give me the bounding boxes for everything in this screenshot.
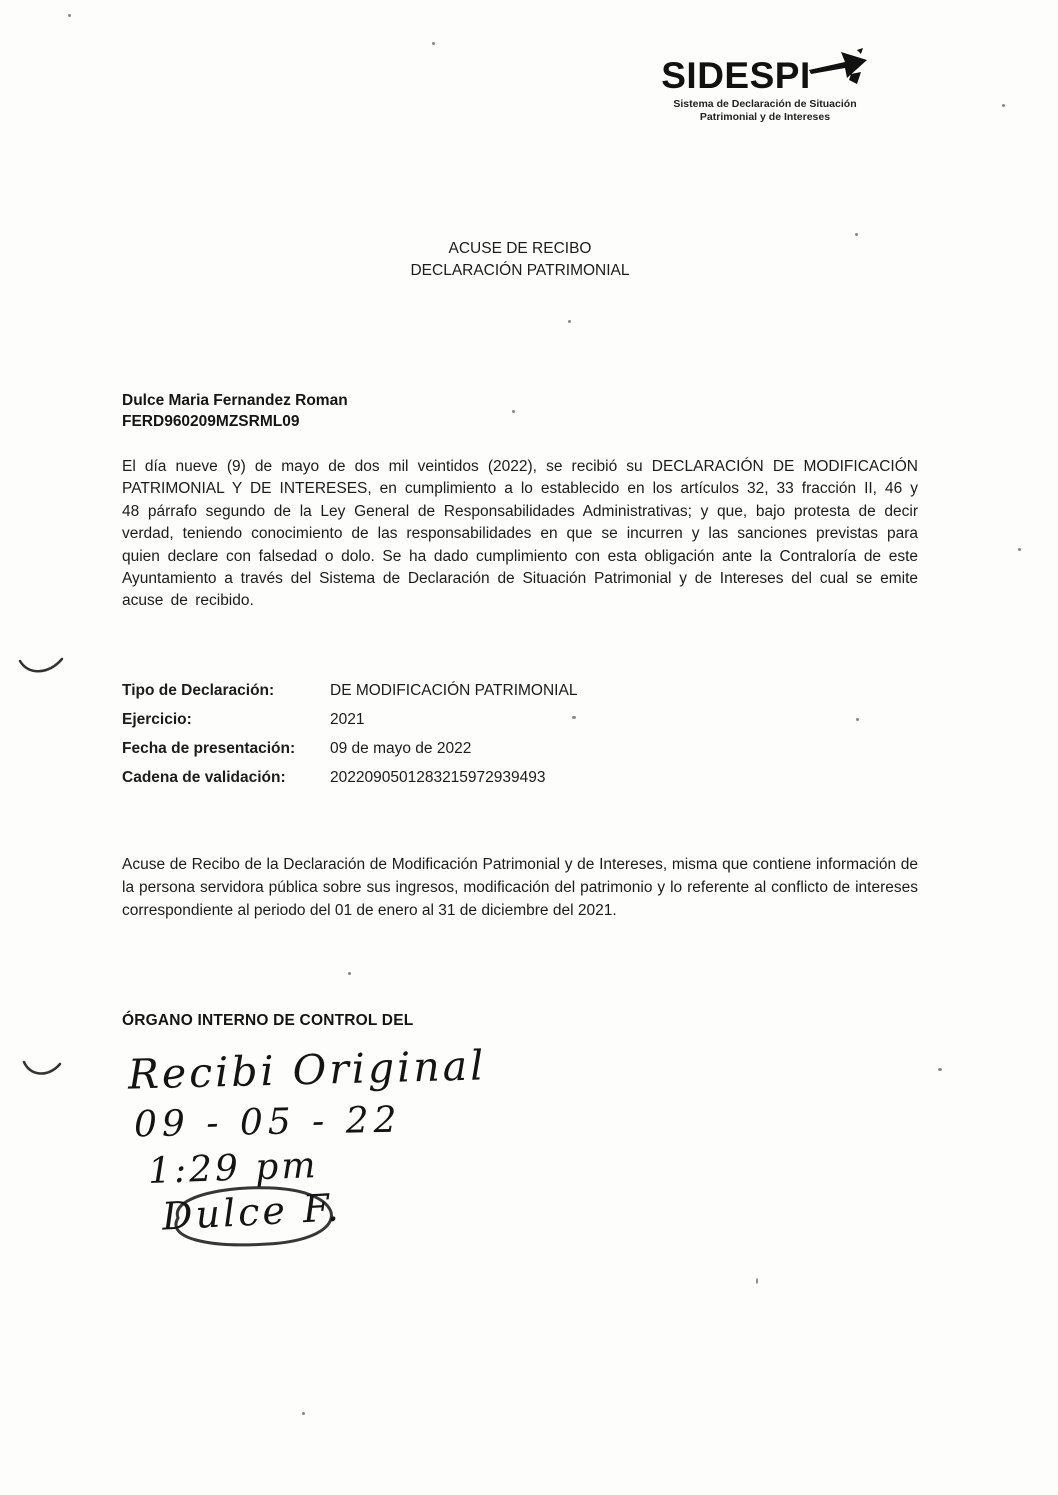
field-row-tipo	[122, 681, 577, 700]
sidespi-tagline-line1: Sistema de Declaración de Situación	[673, 98, 857, 110]
scan-speck	[938, 1068, 942, 1071]
scan-speck	[1018, 548, 1021, 551]
field-label-cadena: Cadena de validación:	[122, 769, 286, 786]
field-value-tipo: DE MODIFICACIÓN PATRIMONIAL	[330, 682, 578, 699]
scan-curl-mark	[22, 1058, 62, 1085]
field-value-cadena: 2022090501283215972939493	[330, 769, 546, 786]
scan-speck	[856, 718, 859, 721]
field-label-fecha: Fecha de presentación:	[122, 740, 296, 757]
body-paragraph: El día nueve (9) de mayo de dos mil veintidos (2022), se recibió su DECLARACIÓN DE MODIFICACIÓN PATRIMONIAL Y DE INTERESES, en cumplimiento a lo establecido en los artículos 32, 33 fracción II, 46 y 48 párrafo segundo de la Ley General de Responsabilidades Administrativas; y que, bajo protesta de decir verdad, teniendo conocimiento de las responsabilidades en que se incurren y las sanciones previstas para quien declare con falsedad o dolo. Se ha dado cumplimiento con esta obligación ante la Contraloría de este Ayuntamiento a través del Sistema de Declaración de Situación Patrimonial y de Intereses del cual se emite acuse de recibido.	[122, 458, 918, 610]
scan-speck	[348, 972, 351, 975]
scan-speck	[568, 320, 571, 323]
recipient-id: FERD960209MZSRML09	[122, 413, 300, 430]
field-value-ejercicio: 2021	[330, 711, 365, 728]
scan-curl-mark	[18, 655, 64, 682]
sidespi-logo	[645, 56, 885, 124]
field-label-tipo: Tipo de Declaración:	[122, 682, 275, 699]
recipient-name: Dulce Maria Fernandez Roman	[122, 392, 348, 409]
scan-speck	[512, 410, 515, 413]
field-row-cadena	[122, 768, 577, 787]
sidespi-wordmark: SIDESPI	[661, 55, 811, 96]
document-title-line2: DECLARACIÓN PATRIMONIAL	[410, 262, 630, 279]
office-heading: ÓRGANO INTERNO DE CONTROL DEL	[122, 1012, 414, 1029]
field-value-fecha: 09 de mayo de 2022	[330, 740, 472, 757]
scan-speck	[68, 14, 71, 17]
recipient-block	[122, 390, 348, 432]
handwritten-date: 09 - 05 - 22	[133, 1099, 402, 1146]
scan-speck	[1002, 104, 1005, 107]
handwritten-signature: Dulce F.	[160, 1185, 343, 1239]
sidespi-logo-row	[645, 56, 885, 96]
handwritten-receipt-note: Recibi Original	[127, 1041, 487, 1099]
scan-speck	[302, 1412, 305, 1415]
document-title	[0, 238, 1040, 282]
scan-speck	[572, 716, 576, 719]
field-row-fecha	[122, 739, 577, 758]
document-title-line1: ACUSE DE RECIBO	[448, 240, 592, 257]
scan-speck	[756, 1278, 758, 1284]
declaration-fields	[122, 681, 577, 797]
scan-speck	[855, 233, 858, 236]
sidespi-arrow-icon	[807, 44, 869, 95]
closing-paragraph: Acuse de Recibo de la Declaración de Modificación Patrimonial y de Intereses, misma que contiene información de la persona servidora pública sobre sus ingresos, modificación del patrimonio y lo referente al conflicto de intereses correspondiente al periodo del 01 de enero al 31 de diciembre del 2021.	[122, 856, 918, 919]
handwritten-time: 1:29 pm	[147, 1145, 320, 1192]
field-row-ejercicio	[122, 710, 577, 729]
field-label-ejercicio: Ejercicio:	[122, 711, 192, 728]
sidespi-tagline-line2: Patrimonial y de Intereses	[699, 111, 831, 123]
sidespi-tagline	[645, 98, 885, 124]
scan-speck	[432, 42, 435, 45]
